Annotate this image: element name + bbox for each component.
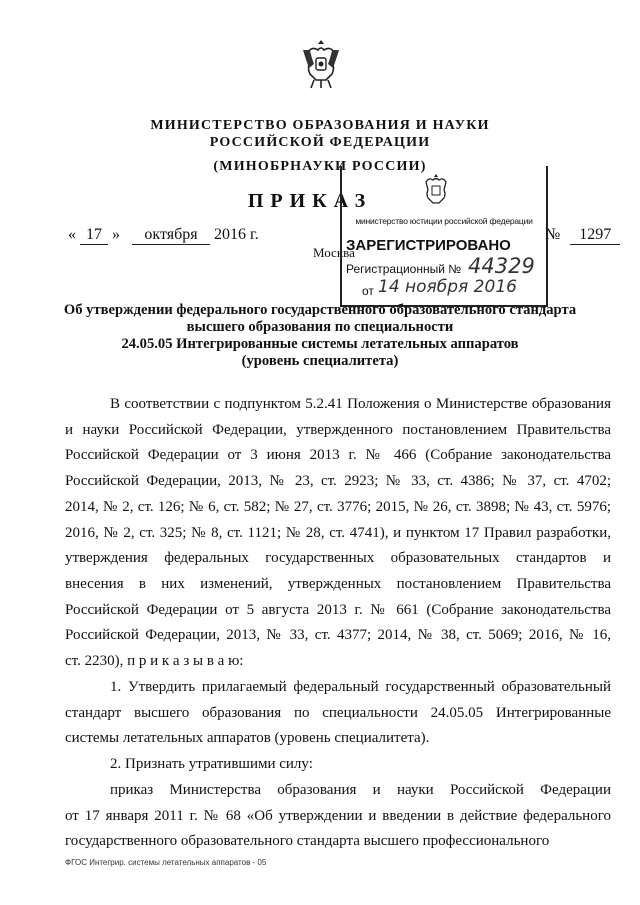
footer-note: ФГОС Интегрир. системы летательных аппаратов - 05	[65, 858, 267, 867]
date-close-quote: »	[112, 226, 120, 243]
ministry-name-line2: РОССИЙСКОЙ ФЕДЕРАЦИИ	[209, 135, 431, 150]
body-line: Российской Федерации от 3 июня 2013 г. № 466 (Собрание законодательства	[65, 447, 611, 464]
body-line: ст. 2230), п р и к а з ы в а ю:	[65, 653, 244, 669]
stamp-reg-label: Регистрационный №	[346, 262, 462, 276]
body-line: В соответствии с подпунктом 5.2.41 Положения о Министерстве образования	[110, 396, 611, 412]
body-line: 2014, № 2, ст. 126; № 6, ст. 582; № 27, ст. 3776; 2015, № 26, ст. 3898; № 43, ст. 5976;	[65, 498, 611, 515]
stamp-registered: ЗАРЕГИСТРИРОВАНО	[346, 237, 511, 254]
date-open-quote: «	[68, 226, 76, 243]
body-line: системы летательных аппаратов (уровень специалитета).	[65, 730, 430, 747]
body-line: утверждения федеральных государственных образовательных стандартов и	[65, 550, 611, 567]
order-number-value: 1297	[570, 226, 620, 245]
title-line1: Об утверждении федерального государственного образовательного стандарта	[63, 302, 577, 318]
body-line: и науки Российской Федерации, утвержденного постановлением Правительства	[65, 421, 611, 438]
stamp-emblem-icon	[420, 172, 452, 208]
order-number	[545, 226, 620, 245]
body-line: внесения в них изменений, утвержденных постановлением Правительства	[65, 575, 611, 592]
registration-stamp	[340, 166, 548, 307]
stamp-date-label: от	[362, 284, 374, 298]
title-line2: высшего образования по специальности	[186, 319, 454, 335]
body-line: государственного образовательного стандарта высшего профессионального	[65, 833, 550, 850]
body-line: приказ Министерства образования и науки Российской Федерации	[110, 782, 611, 798]
body-line: от 17 января 2011 г. № 68 «Об утверждении и введении в действие федерального	[65, 807, 611, 824]
body-line: 1. Утвердить прилагаемый федеральный государственный образовательный	[110, 679, 611, 695]
stamp-date-value: 14 ноября 2016	[378, 277, 517, 297]
body-line: стандарт высшего образования по специальности 24.05.05 Интегрированные	[65, 704, 611, 721]
stamp-reg-number: 44329	[468, 254, 535, 278]
date-month: октября	[132, 226, 210, 245]
date-year: 2016 г.	[214, 226, 259, 243]
ministry-short-name: (МИНОБРНАУКИ РОССИИ)	[213, 159, 427, 174]
paragraph-3: 2. Признать утратившими силу:	[110, 756, 313, 772]
stamp-org: министерство юстиции российской федерации	[355, 216, 533, 226]
ministry-name-line1: МИНИСТЕРСТВО ОБРАЗОВАНИЯ И НАУКИ	[150, 118, 490, 133]
title-line4: (уровень специалитета)	[241, 353, 399, 369]
date-day: 17	[80, 226, 108, 245]
date-line	[68, 226, 259, 245]
order-number-label: №	[545, 226, 561, 243]
document-type: ПРИКАЗ	[247, 190, 373, 212]
title-line3: 24.05.05 Интегрированные системы летательных аппаратов	[121, 336, 519, 352]
coat-of-arms-icon	[300, 38, 342, 90]
body-line: Российской Федерации, 2013, № 23, ст. 2923; № 33, ст. 4386; № 37, ст. 4702;	[65, 473, 611, 490]
body-line: Российской Федерации, 2013, № 33, ст. 4377; 2014, № 38, ст. 5069; 2016, № 16,	[65, 627, 611, 644]
body-line: Российской Федерации от 5 августа 2013 г. № 661 (Собрание законодательства	[65, 601, 611, 618]
city: Москва	[313, 245, 355, 260]
order-title	[0, 302, 640, 370]
body-line: 2016, № 2, ст. 325; № 8, ст. 1121; № 28, ст. 4741), и пунктом 17 Правил разработки,	[65, 524, 611, 541]
